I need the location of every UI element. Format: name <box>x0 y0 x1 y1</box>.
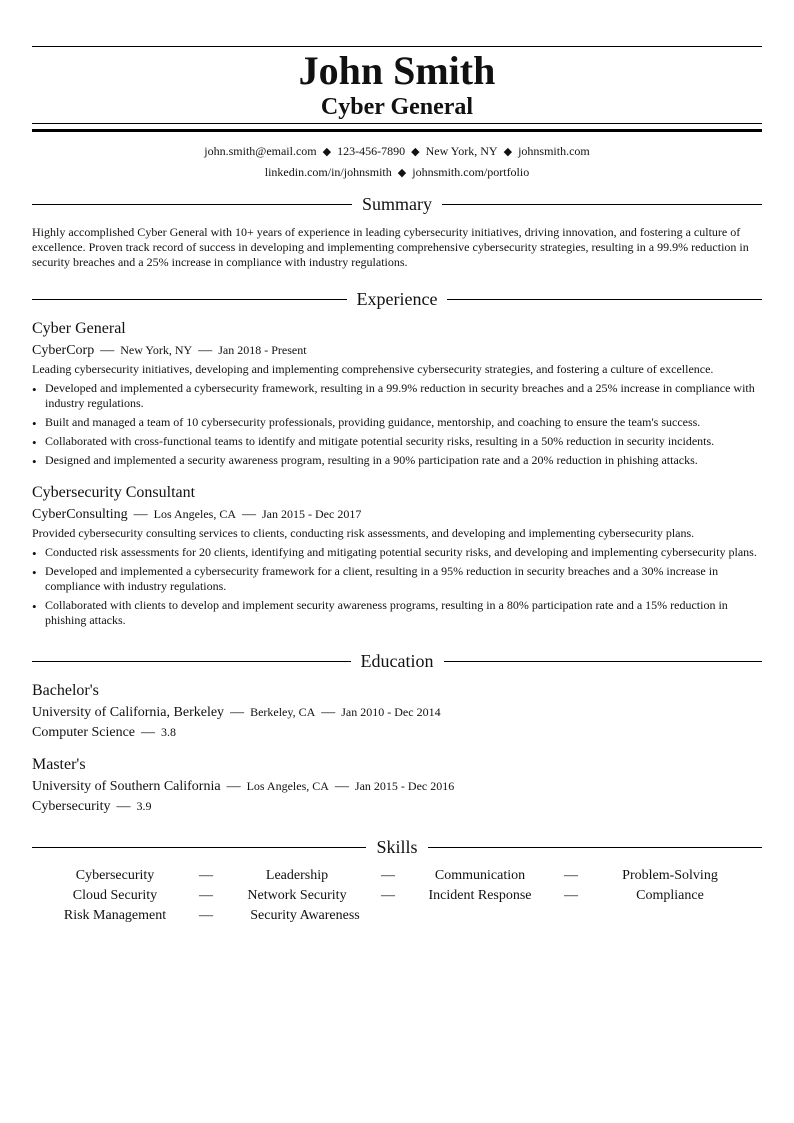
education-meta <box>32 703 441 722</box>
section-rule <box>444 661 763 662</box>
skill-item: Cloud Security <box>72 888 158 903</box>
dash-separator: — <box>226 779 241 794</box>
job-description: Provided cybersecurity consulting services to clients, conducting risk assessments, and developing and implementing cybersecurity plans. <box>32 526 695 540</box>
school-dates: Jan 2015 - Dec 2016 <box>354 779 455 793</box>
bullet-text: Conducted risk assessments for 20 clients, identifying and mitigating potential security risks, and developing and implementing cybersecurity plans. <box>45 545 757 559</box>
job-title: Cybersecurity Consultant <box>32 484 196 501</box>
header-thick-rule <box>32 129 762 132</box>
dash-separator: — <box>141 725 156 740</box>
header-top-rule <box>32 46 762 47</box>
experience-heading <box>32 287 762 311</box>
education-title: Education <box>360 651 434 671</box>
dash-separator: — <box>100 343 115 358</box>
education-heading <box>32 649 762 673</box>
contact-line-2 <box>32 164 762 181</box>
dash-separator: — <box>381 868 395 883</box>
dash-separator: — <box>321 705 336 720</box>
job-dates: Jan 2018 - Present <box>218 343 307 357</box>
job-description: Leading cybersecurity initiatives, developing and implementing comprehensive cybersecurity strategies, and fostering a culture of excellence. <box>32 362 714 376</box>
diamond-separator-icon: ◆ <box>397 167 407 179</box>
dash-separator: — <box>133 507 148 522</box>
bullet-icon: • <box>32 382 37 397</box>
school-name: University of Southern California <box>32 779 221 794</box>
skill-item: Problem-Solving <box>622 868 718 883</box>
job-location: New York, NY <box>120 343 193 357</box>
skill-item: Compliance <box>636 888 704 903</box>
contact-phone[interactable]: 123-456-7890 <box>337 144 406 158</box>
dash-separator: — <box>116 799 131 814</box>
list-item <box>32 453 762 468</box>
bullet-text: Developed and implemented a cybersecurity framework for a client, resulting in a 95% reduction in security breaches and a 30% increase in compliance with industry regulations. <box>45 564 719 593</box>
section-rule <box>32 847 366 848</box>
contact-email[interactable]: john.smith@email.com <box>204 144 317 158</box>
job-meta <box>32 341 307 360</box>
section-rule <box>447 299 762 300</box>
contact-line-1 <box>32 143 762 160</box>
gpa: 3.9 <box>136 799 152 813</box>
school-location: Berkeley, CA <box>250 705 316 719</box>
experience-title: Experience <box>356 289 438 309</box>
dash-separator: — <box>199 868 213 883</box>
diamond-separator-icon: ◆ <box>322 146 332 158</box>
dash-separator: — <box>199 888 213 903</box>
candidate-title: Cyber General <box>320 94 474 120</box>
bullet-text: Collaborated with clients to develop and implement security awareness programs, resulting in a 80% participation rate and a 15% reduction in phishing attacks. <box>45 598 728 627</box>
degree-title: Bachelor's <box>32 682 99 699</box>
header-thin-rule <box>32 123 762 124</box>
section-rule <box>32 661 351 662</box>
list-item <box>32 564 762 594</box>
job-location: Los Angeles, CA <box>153 507 237 521</box>
summary-title: Summary <box>362 194 432 214</box>
job-bullets <box>32 381 762 472</box>
section-rule <box>442 204 762 205</box>
dash-separator: — <box>564 868 578 883</box>
skill-item: Communication <box>434 868 526 883</box>
contact-portfolio[interactable]: johnsmith.com/portfolio <box>412 165 530 179</box>
school-location: Los Angeles, CA <box>246 779 329 793</box>
education-field <box>32 723 176 742</box>
list-item <box>32 434 762 449</box>
job-bullets <box>32 545 762 632</box>
bullet-icon: • <box>32 565 37 580</box>
section-rule <box>32 299 347 300</box>
gpa: 3.8 <box>161 725 177 739</box>
list-item <box>32 415 762 430</box>
bullet-icon: • <box>32 435 37 450</box>
section-rule <box>32 204 352 205</box>
bullet-text: Developed and implemented a cybersecurity framework, resulting in a 99.9% reduction in security breaches and a 25% increase in compliance with industry regulations. <box>45 381 755 410</box>
contact-website[interactable]: johnsmith.com <box>518 144 590 158</box>
skill-item: Risk Management <box>63 908 167 923</box>
section-rule <box>428 847 762 848</box>
list-item <box>32 381 762 411</box>
school-dates: Jan 2010 - Dec 2014 <box>341 705 441 719</box>
school-name: University of California, Berkeley <box>32 705 225 720</box>
dash-separator: — <box>564 888 578 903</box>
candidate-name: John Smith <box>298 48 496 93</box>
skills-heading <box>32 835 762 859</box>
skill-item: Incident Response <box>428 888 532 903</box>
contact-location: New York, NY <box>425 144 498 158</box>
bullet-icon: • <box>32 546 37 561</box>
job-title: Cyber General <box>32 320 126 337</box>
skills-row <box>32 906 762 926</box>
list-item <box>32 598 762 628</box>
job-meta <box>32 505 361 524</box>
field-of-study: Computer Science <box>32 725 136 740</box>
bullet-text: Designed and implemented a security awareness program, resulting in a 90% participation rate and a 20% reduction in phishing attacks. <box>45 453 698 467</box>
summary-text: Highly accomplished Cyber General with 10+ years of experience in leading cybersecurity initiatives, driving innovation, and fostering a culture of excellence. Proven track record of success in developing and implementing comprehensive cybersecurity strategies, resulting in a 99.9% reduction in security breaches and a 25% increase in compliance with industry regulations. <box>32 225 749 269</box>
summary-heading <box>32 192 762 216</box>
job-company: CyberCorp <box>32 343 95 358</box>
bullet-icon: • <box>32 416 37 431</box>
skill-item: Leadership <box>265 868 329 883</box>
dash-separator: — <box>198 343 213 358</box>
degree-title: Master's <box>32 756 86 773</box>
bullet-icon: • <box>32 599 37 614</box>
skill-item: Cybersecurity <box>75 868 155 883</box>
bullet-icon: • <box>32 454 37 469</box>
dash-separator: — <box>334 779 349 794</box>
skills-row <box>32 866 762 886</box>
diamond-separator-icon: ◆ <box>503 146 513 158</box>
job-company: CyberConsulting <box>32 507 128 522</box>
field-of-study: Cybersecurity <box>32 799 111 814</box>
dash-separator: — <box>230 705 245 720</box>
job-dates: Jan 2015 - Dec 2017 <box>262 507 362 521</box>
diamond-separator-icon: ◆ <box>411 146 420 158</box>
education-field <box>32 797 152 816</box>
skill-item: Network Security <box>247 888 347 903</box>
list-item <box>32 545 762 560</box>
dash-separator: — <box>242 507 257 522</box>
education-meta <box>32 777 454 796</box>
contact-linkedin[interactable]: linkedin.com/in/johnsmith <box>264 165 392 179</box>
dash-separator: — <box>381 888 395 903</box>
bullet-text: Collaborated with cross-functional teams to identify and mitigate potential security risks, resulting in a 50% reduction in security incidents. <box>45 434 715 448</box>
skills-row <box>32 886 762 906</box>
skill-item: Security Awareness <box>250 908 360 923</box>
skills-title: Skills <box>376 837 418 857</box>
bullet-text: Built and managed a team of 10 cybersecurity professionals, providing guidance, mentorship, and coaching to ensure the team's success. <box>45 415 701 429</box>
dash-separator: — <box>199 908 213 923</box>
